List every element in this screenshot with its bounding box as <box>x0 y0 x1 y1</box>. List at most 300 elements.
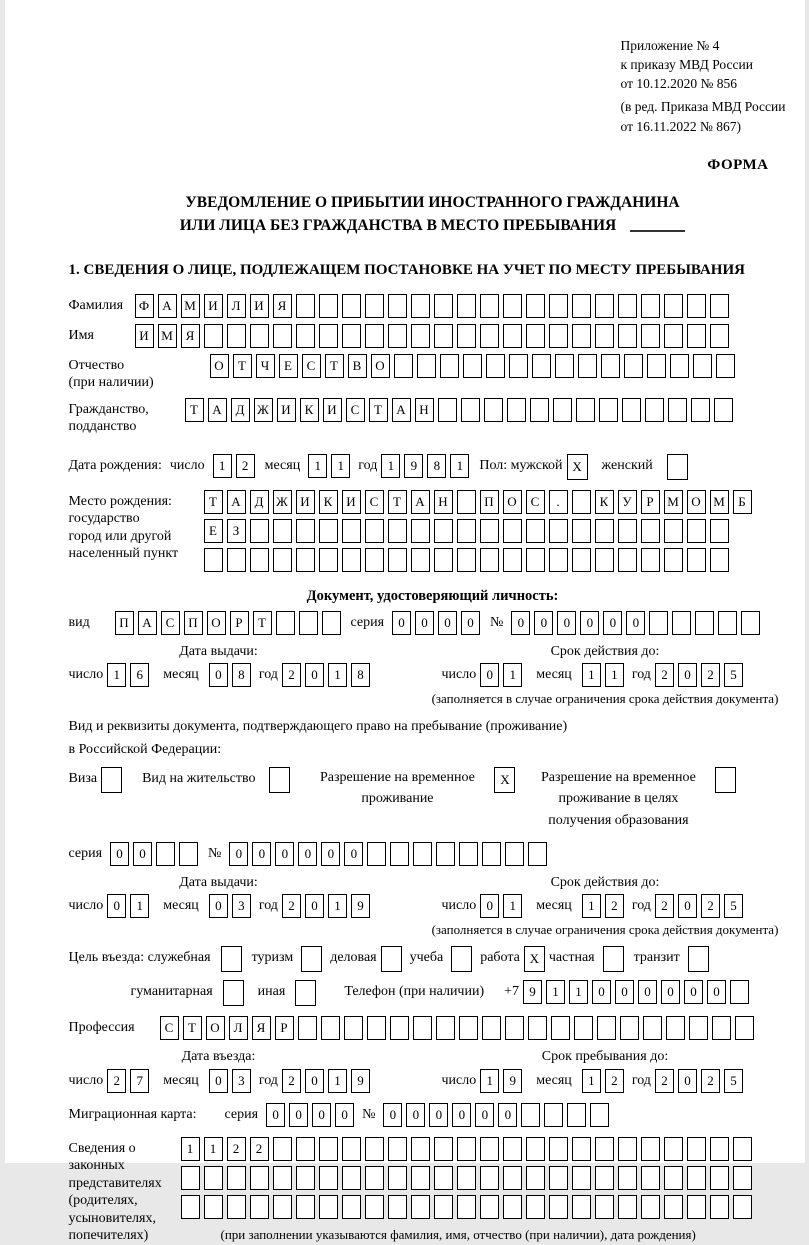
char-cell[interactable] <box>572 519 591 543</box>
char-cell[interactable]: У <box>618 490 637 514</box>
char-cell[interactable]: 0 <box>678 894 697 918</box>
char-cell[interactable]: 0 <box>438 611 457 635</box>
char-cell[interactable] <box>595 294 614 318</box>
char-cell[interactable] <box>482 1016 501 1040</box>
char-cell[interactable] <box>480 294 499 318</box>
char-cell[interactable] <box>388 548 407 572</box>
char-cell[interactable] <box>319 519 338 543</box>
char-cell[interactable]: 1 <box>130 894 149 918</box>
char-cell[interactable]: А <box>411 490 430 514</box>
char-cell[interactable]: 0 <box>661 980 680 1004</box>
char-cell[interactable] <box>618 1137 637 1161</box>
char-cell[interactable] <box>319 1195 338 1219</box>
char-cell[interactable]: 2 <box>655 1069 674 1093</box>
char-cell[interactable]: И <box>296 490 315 514</box>
char-cell[interactable] <box>367 842 386 866</box>
char-cell[interactable]: 0 <box>305 894 324 918</box>
char-cell[interactable] <box>503 1166 522 1190</box>
char-cell[interactable] <box>204 1195 223 1219</box>
char-cell[interactable]: 7 <box>130 1069 149 1093</box>
char-cell[interactable] <box>576 398 595 422</box>
char-cell[interactable]: 2 <box>605 1069 624 1093</box>
char-cell[interactable] <box>664 1166 683 1190</box>
char-cell[interactable] <box>735 1016 754 1040</box>
char-cell[interactable]: 0 <box>511 611 530 635</box>
char-cell[interactable] <box>221 946 242 972</box>
char-cell[interactable] <box>434 324 453 348</box>
char-cell[interactable] <box>521 1103 540 1127</box>
char-cell[interactable] <box>365 324 384 348</box>
char-cell[interactable] <box>551 1016 570 1040</box>
char-cell[interactable]: Д <box>231 398 250 422</box>
char-cell[interactable] <box>526 1137 545 1161</box>
char-cell[interactable]: И <box>135 324 154 348</box>
char-cell[interactable] <box>342 1195 361 1219</box>
char-cell[interactable] <box>599 398 618 422</box>
char-cell[interactable]: 8 <box>427 454 446 478</box>
char-cell[interactable]: 3 <box>232 1069 251 1093</box>
char-cell[interactable]: 0 <box>415 611 434 635</box>
char-cell[interactable] <box>394 354 413 378</box>
char-cell[interactable] <box>526 1195 545 1219</box>
char-cell[interactable] <box>618 1195 637 1219</box>
char-cell[interactable] <box>381 946 402 972</box>
char-cell[interactable]: 5 <box>724 1069 743 1093</box>
char-cell[interactable]: 1 <box>204 1137 223 1161</box>
char-cell[interactable] <box>715 767 736 793</box>
char-cell[interactable] <box>595 324 614 348</box>
char-cell[interactable] <box>549 548 568 572</box>
char-cell[interactable] <box>223 980 244 1006</box>
char-cell[interactable]: С <box>346 398 365 422</box>
char-cell[interactable]: 0 <box>133 842 152 866</box>
char-cell[interactable] <box>179 842 198 866</box>
char-cell[interactable] <box>503 1195 522 1219</box>
char-cell[interactable] <box>618 1166 637 1190</box>
char-cell[interactable] <box>710 519 729 543</box>
char-cell[interactable]: З <box>227 519 246 543</box>
char-cell[interactable]: Т <box>185 398 204 422</box>
char-cell[interactable] <box>555 354 574 378</box>
char-cell[interactable] <box>618 324 637 348</box>
char-cell[interactable] <box>365 1195 384 1219</box>
char-cell[interactable]: 0 <box>475 1103 494 1127</box>
char-cell[interactable] <box>666 1016 685 1040</box>
char-cell[interactable]: 0 <box>684 980 703 1004</box>
char-cell[interactable] <box>434 1195 453 1219</box>
char-cell[interactable]: 5 <box>724 663 743 687</box>
char-cell[interactable] <box>438 398 457 422</box>
char-cell[interactable] <box>622 398 641 422</box>
char-cell[interactable] <box>503 324 522 348</box>
char-cell[interactable] <box>411 1195 430 1219</box>
char-cell[interactable]: 9 <box>351 894 370 918</box>
char-cell[interactable] <box>342 519 361 543</box>
char-cell[interactable] <box>204 324 223 348</box>
char-cell[interactable] <box>507 398 526 422</box>
char-cell[interactable] <box>486 354 505 378</box>
char-cell[interactable] <box>413 1016 432 1040</box>
char-cell[interactable]: 0 <box>615 980 634 1004</box>
char-cell[interactable]: 0 <box>603 611 622 635</box>
char-cell[interactable]: 0 <box>678 1069 697 1093</box>
char-cell[interactable] <box>618 294 637 318</box>
char-cell[interactable]: 2 <box>605 894 624 918</box>
char-cell[interactable]: Р <box>275 1016 294 1040</box>
char-cell[interactable]: И <box>342 490 361 514</box>
char-cell[interactable]: 0 <box>626 611 645 635</box>
char-cell[interactable]: 0 <box>312 1103 331 1127</box>
char-cell[interactable] <box>526 324 545 348</box>
char-cell[interactable] <box>572 1137 591 1161</box>
char-cell[interactable]: 1 <box>582 1069 601 1093</box>
char-cell[interactable]: И <box>323 398 342 422</box>
char-cell[interactable] <box>595 519 614 543</box>
char-cell[interactable]: 1 <box>328 1069 347 1093</box>
char-cell[interactable]: 0 <box>429 1103 448 1127</box>
char-cell[interactable] <box>664 548 683 572</box>
char-cell[interactable]: X <box>524 946 545 972</box>
char-cell[interactable] <box>321 1016 340 1040</box>
char-cell[interactable] <box>549 324 568 348</box>
char-cell[interactable]: П <box>184 611 203 635</box>
char-cell[interactable]: С <box>365 490 384 514</box>
char-cell[interactable]: 0 <box>252 842 271 866</box>
char-cell[interactable]: Н <box>415 398 434 422</box>
char-cell[interactable] <box>273 324 292 348</box>
char-cell[interactable] <box>730 980 749 1004</box>
char-cell[interactable]: Т <box>233 354 252 378</box>
char-cell[interactable]: П <box>115 611 134 635</box>
char-cell[interactable] <box>667 454 688 480</box>
char-cell[interactable]: 2 <box>701 1069 720 1093</box>
char-cell[interactable]: О <box>687 490 706 514</box>
char-cell[interactable]: М <box>710 490 729 514</box>
char-cell[interactable] <box>693 354 712 378</box>
char-cell[interactable]: 0 <box>383 1103 402 1127</box>
char-cell[interactable]: И <box>250 294 269 318</box>
char-cell[interactable]: О <box>210 354 229 378</box>
char-cell[interactable] <box>298 1016 317 1040</box>
char-cell[interactable] <box>714 398 733 422</box>
char-cell[interactable] <box>344 1016 363 1040</box>
char-cell[interactable]: 1 <box>450 454 469 478</box>
char-cell[interactable] <box>457 324 476 348</box>
char-cell[interactable] <box>528 842 547 866</box>
char-cell[interactable] <box>572 1166 591 1190</box>
char-cell[interactable] <box>572 324 591 348</box>
char-cell[interactable] <box>549 1195 568 1219</box>
char-cell[interactable]: 9 <box>503 1069 522 1093</box>
char-cell[interactable] <box>342 294 361 318</box>
char-cell[interactable]: 0 <box>107 894 126 918</box>
char-cell[interactable] <box>434 519 453 543</box>
char-cell[interactable]: 2 <box>282 663 301 687</box>
char-cell[interactable] <box>688 946 709 972</box>
char-cell[interactable] <box>687 1195 706 1219</box>
char-cell[interactable] <box>503 1137 522 1161</box>
char-cell[interactable] <box>645 398 664 422</box>
char-cell[interactable]: 0 <box>209 663 228 687</box>
char-cell[interactable]: Т <box>183 1016 202 1040</box>
char-cell[interactable] <box>503 548 522 572</box>
char-cell[interactable] <box>413 842 432 866</box>
char-cell[interactable]: 2 <box>655 663 674 687</box>
char-cell[interactable] <box>436 1016 455 1040</box>
char-cell[interactable]: И <box>277 398 296 422</box>
char-cell[interactable]: X <box>494 767 515 793</box>
char-cell[interactable] <box>503 519 522 543</box>
char-cell[interactable] <box>687 1137 706 1161</box>
char-cell[interactable]: П <box>480 490 499 514</box>
char-cell[interactable]: 0 <box>406 1103 425 1127</box>
char-cell[interactable]: О <box>207 611 226 635</box>
char-cell[interactable]: И <box>204 294 223 318</box>
char-cell[interactable]: А <box>392 398 411 422</box>
char-cell[interactable]: 2 <box>107 1069 126 1093</box>
char-cell[interactable] <box>296 294 315 318</box>
char-cell[interactable] <box>641 1166 660 1190</box>
char-cell[interactable] <box>250 324 269 348</box>
char-cell[interactable]: 0 <box>321 842 340 866</box>
char-cell[interactable]: С <box>302 354 321 378</box>
char-cell[interactable] <box>322 611 341 635</box>
char-cell[interactable]: 0 <box>344 842 363 866</box>
char-cell[interactable]: 2 <box>701 894 720 918</box>
char-cell[interactable] <box>367 1016 386 1040</box>
char-cell[interactable] <box>459 842 478 866</box>
char-cell[interactable] <box>181 1195 200 1219</box>
char-cell[interactable] <box>388 324 407 348</box>
char-cell[interactable] <box>741 611 760 635</box>
char-cell[interactable] <box>710 324 729 348</box>
char-cell[interactable]: С <box>161 611 180 635</box>
char-cell[interactable]: 1 <box>181 1137 200 1161</box>
char-cell[interactable]: К <box>300 398 319 422</box>
char-cell[interactable]: 1 <box>328 894 347 918</box>
char-cell[interactable]: 1 <box>308 454 327 478</box>
char-cell[interactable] <box>296 324 315 348</box>
char-cell[interactable]: 1 <box>328 663 347 687</box>
char-cell[interactable]: Я <box>252 1016 271 1040</box>
char-cell[interactable] <box>269 767 290 793</box>
char-cell[interactable] <box>434 1166 453 1190</box>
char-cell[interactable] <box>296 548 315 572</box>
char-cell[interactable] <box>647 354 666 378</box>
char-cell[interactable]: 0 <box>209 894 228 918</box>
char-cell[interactable] <box>710 1137 729 1161</box>
char-cell[interactable] <box>390 1016 409 1040</box>
char-cell[interactable]: Я <box>273 294 292 318</box>
char-cell[interactable] <box>687 324 706 348</box>
char-cell[interactable] <box>643 1016 662 1040</box>
char-cell[interactable] <box>342 1166 361 1190</box>
char-cell[interactable]: Т <box>204 490 223 514</box>
char-cell[interactable]: 0 <box>305 663 324 687</box>
char-cell[interactable]: О <box>206 1016 225 1040</box>
char-cell[interactable] <box>572 548 591 572</box>
char-cell[interactable] <box>526 548 545 572</box>
char-cell[interactable] <box>572 1195 591 1219</box>
char-cell[interactable]: Т <box>253 611 272 635</box>
char-cell[interactable]: К <box>319 490 338 514</box>
char-cell[interactable] <box>365 294 384 318</box>
char-cell[interactable]: Н <box>434 490 453 514</box>
char-cell[interactable]: М <box>181 294 200 318</box>
char-cell[interactable]: 9 <box>404 454 423 478</box>
char-cell[interactable] <box>595 1137 614 1161</box>
char-cell[interactable] <box>457 490 476 514</box>
char-cell[interactable]: 0 <box>335 1103 354 1127</box>
char-cell[interactable] <box>457 548 476 572</box>
char-cell[interactable]: 1 <box>605 663 624 687</box>
char-cell[interactable]: 0 <box>678 663 697 687</box>
char-cell[interactable] <box>733 1166 752 1190</box>
char-cell[interactable]: М <box>158 324 177 348</box>
char-cell[interactable] <box>710 1195 729 1219</box>
char-cell[interactable] <box>390 842 409 866</box>
char-cell[interactable] <box>733 1137 752 1161</box>
char-cell[interactable] <box>250 519 269 543</box>
char-cell[interactable] <box>553 398 572 422</box>
char-cell[interactable]: 2 <box>250 1137 269 1161</box>
char-cell[interactable] <box>434 1137 453 1161</box>
char-cell[interactable] <box>505 1016 524 1040</box>
char-cell[interactable] <box>480 1195 499 1219</box>
char-cell[interactable] <box>273 548 292 572</box>
char-cell[interactable] <box>250 548 269 572</box>
char-cell[interactable] <box>601 354 620 378</box>
char-cell[interactable] <box>319 1166 338 1190</box>
char-cell[interactable] <box>549 1166 568 1190</box>
char-cell[interactable] <box>595 1166 614 1190</box>
char-cell[interactable] <box>733 1195 752 1219</box>
char-cell[interactable] <box>436 842 455 866</box>
char-cell[interactable] <box>710 294 729 318</box>
char-cell[interactable] <box>641 1195 660 1219</box>
char-cell[interactable] <box>457 1137 476 1161</box>
char-cell[interactable]: 1 <box>381 454 400 478</box>
char-cell[interactable] <box>457 1195 476 1219</box>
char-cell[interactable]: 1 <box>213 454 232 478</box>
char-cell[interactable] <box>434 294 453 318</box>
char-cell[interactable] <box>687 519 706 543</box>
char-cell[interactable]: 0 <box>557 611 576 635</box>
char-cell[interactable]: 0 <box>275 842 294 866</box>
char-cell[interactable]: 2 <box>701 663 720 687</box>
char-cell[interactable] <box>641 548 660 572</box>
char-cell[interactable]: 0 <box>480 894 499 918</box>
char-cell[interactable]: Ф <box>135 294 154 318</box>
char-cell[interactable] <box>299 611 318 635</box>
char-cell[interactable] <box>365 548 384 572</box>
char-cell[interactable] <box>641 519 660 543</box>
char-cell[interactable]: Л <box>229 1016 248 1040</box>
char-cell[interactable]: 0 <box>480 663 499 687</box>
char-cell[interactable] <box>319 324 338 348</box>
char-cell[interactable] <box>480 519 499 543</box>
char-cell[interactable] <box>342 548 361 572</box>
char-cell[interactable] <box>578 354 597 378</box>
char-cell[interactable]: 2 <box>282 894 301 918</box>
char-cell[interactable] <box>649 611 668 635</box>
char-cell[interactable] <box>484 398 503 422</box>
char-cell[interactable]: 0 <box>305 1069 324 1093</box>
char-cell[interactable]: Е <box>279 354 298 378</box>
char-cell[interactable]: А <box>208 398 227 422</box>
char-cell[interactable]: Р <box>230 611 249 635</box>
char-cell[interactable]: 0 <box>638 980 657 1004</box>
char-cell[interactable] <box>411 294 430 318</box>
char-cell[interactable] <box>296 1166 315 1190</box>
char-cell[interactable] <box>365 519 384 543</box>
char-cell[interactable]: 1 <box>503 894 522 918</box>
char-cell[interactable] <box>530 398 549 422</box>
char-cell[interactable] <box>624 354 643 378</box>
char-cell[interactable] <box>687 294 706 318</box>
char-cell[interactable] <box>526 294 545 318</box>
char-cell[interactable]: 0 <box>592 980 611 1004</box>
char-cell[interactable] <box>296 1137 315 1161</box>
char-cell[interactable] <box>388 519 407 543</box>
char-cell[interactable] <box>296 519 315 543</box>
char-cell[interactable] <box>273 519 292 543</box>
char-cell[interactable] <box>689 1016 708 1040</box>
char-cell[interactable] <box>710 548 729 572</box>
char-cell[interactable]: 5 <box>724 894 743 918</box>
char-cell[interactable] <box>572 490 591 514</box>
char-cell[interactable]: С <box>160 1016 179 1040</box>
char-cell[interactable] <box>595 548 614 572</box>
char-cell[interactable] <box>273 1166 292 1190</box>
char-cell[interactable]: Ж <box>254 398 273 422</box>
char-cell[interactable]: 1 <box>107 663 126 687</box>
char-cell[interactable] <box>695 611 714 635</box>
char-cell[interactable] <box>434 548 453 572</box>
char-cell[interactable] <box>567 1103 586 1127</box>
char-cell[interactable] <box>250 1166 269 1190</box>
char-cell[interactable]: 2 <box>227 1137 246 1161</box>
char-cell[interactable]: 6 <box>130 663 149 687</box>
char-cell[interactable] <box>672 611 691 635</box>
char-cell[interactable]: 0 <box>392 611 411 635</box>
char-cell[interactable] <box>603 946 624 972</box>
char-cell[interactable] <box>342 1137 361 1161</box>
char-cell[interactable] <box>687 1166 706 1190</box>
char-cell[interactable]: 0 <box>461 611 480 635</box>
char-cell[interactable] <box>156 842 175 866</box>
char-cell[interactable] <box>181 1166 200 1190</box>
char-cell[interactable] <box>532 354 551 378</box>
char-cell[interactable]: 8 <box>351 663 370 687</box>
char-cell[interactable] <box>411 324 430 348</box>
char-cell[interactable] <box>301 946 322 972</box>
char-cell[interactable] <box>461 398 480 422</box>
char-cell[interactable]: 0 <box>534 611 553 635</box>
char-cell[interactable]: С <box>526 490 545 514</box>
char-cell[interactable] <box>463 354 482 378</box>
char-cell[interactable]: 1 <box>503 663 522 687</box>
char-cell[interactable] <box>687 548 706 572</box>
char-cell[interactable]: X <box>567 454 588 480</box>
char-cell[interactable]: А <box>227 490 246 514</box>
char-cell[interactable]: Л <box>227 294 246 318</box>
char-cell[interactable] <box>388 1195 407 1219</box>
char-cell[interactable] <box>319 294 338 318</box>
char-cell[interactable] <box>273 1137 292 1161</box>
char-cell[interactable] <box>641 294 660 318</box>
char-cell[interactable]: 0 <box>289 1103 308 1127</box>
